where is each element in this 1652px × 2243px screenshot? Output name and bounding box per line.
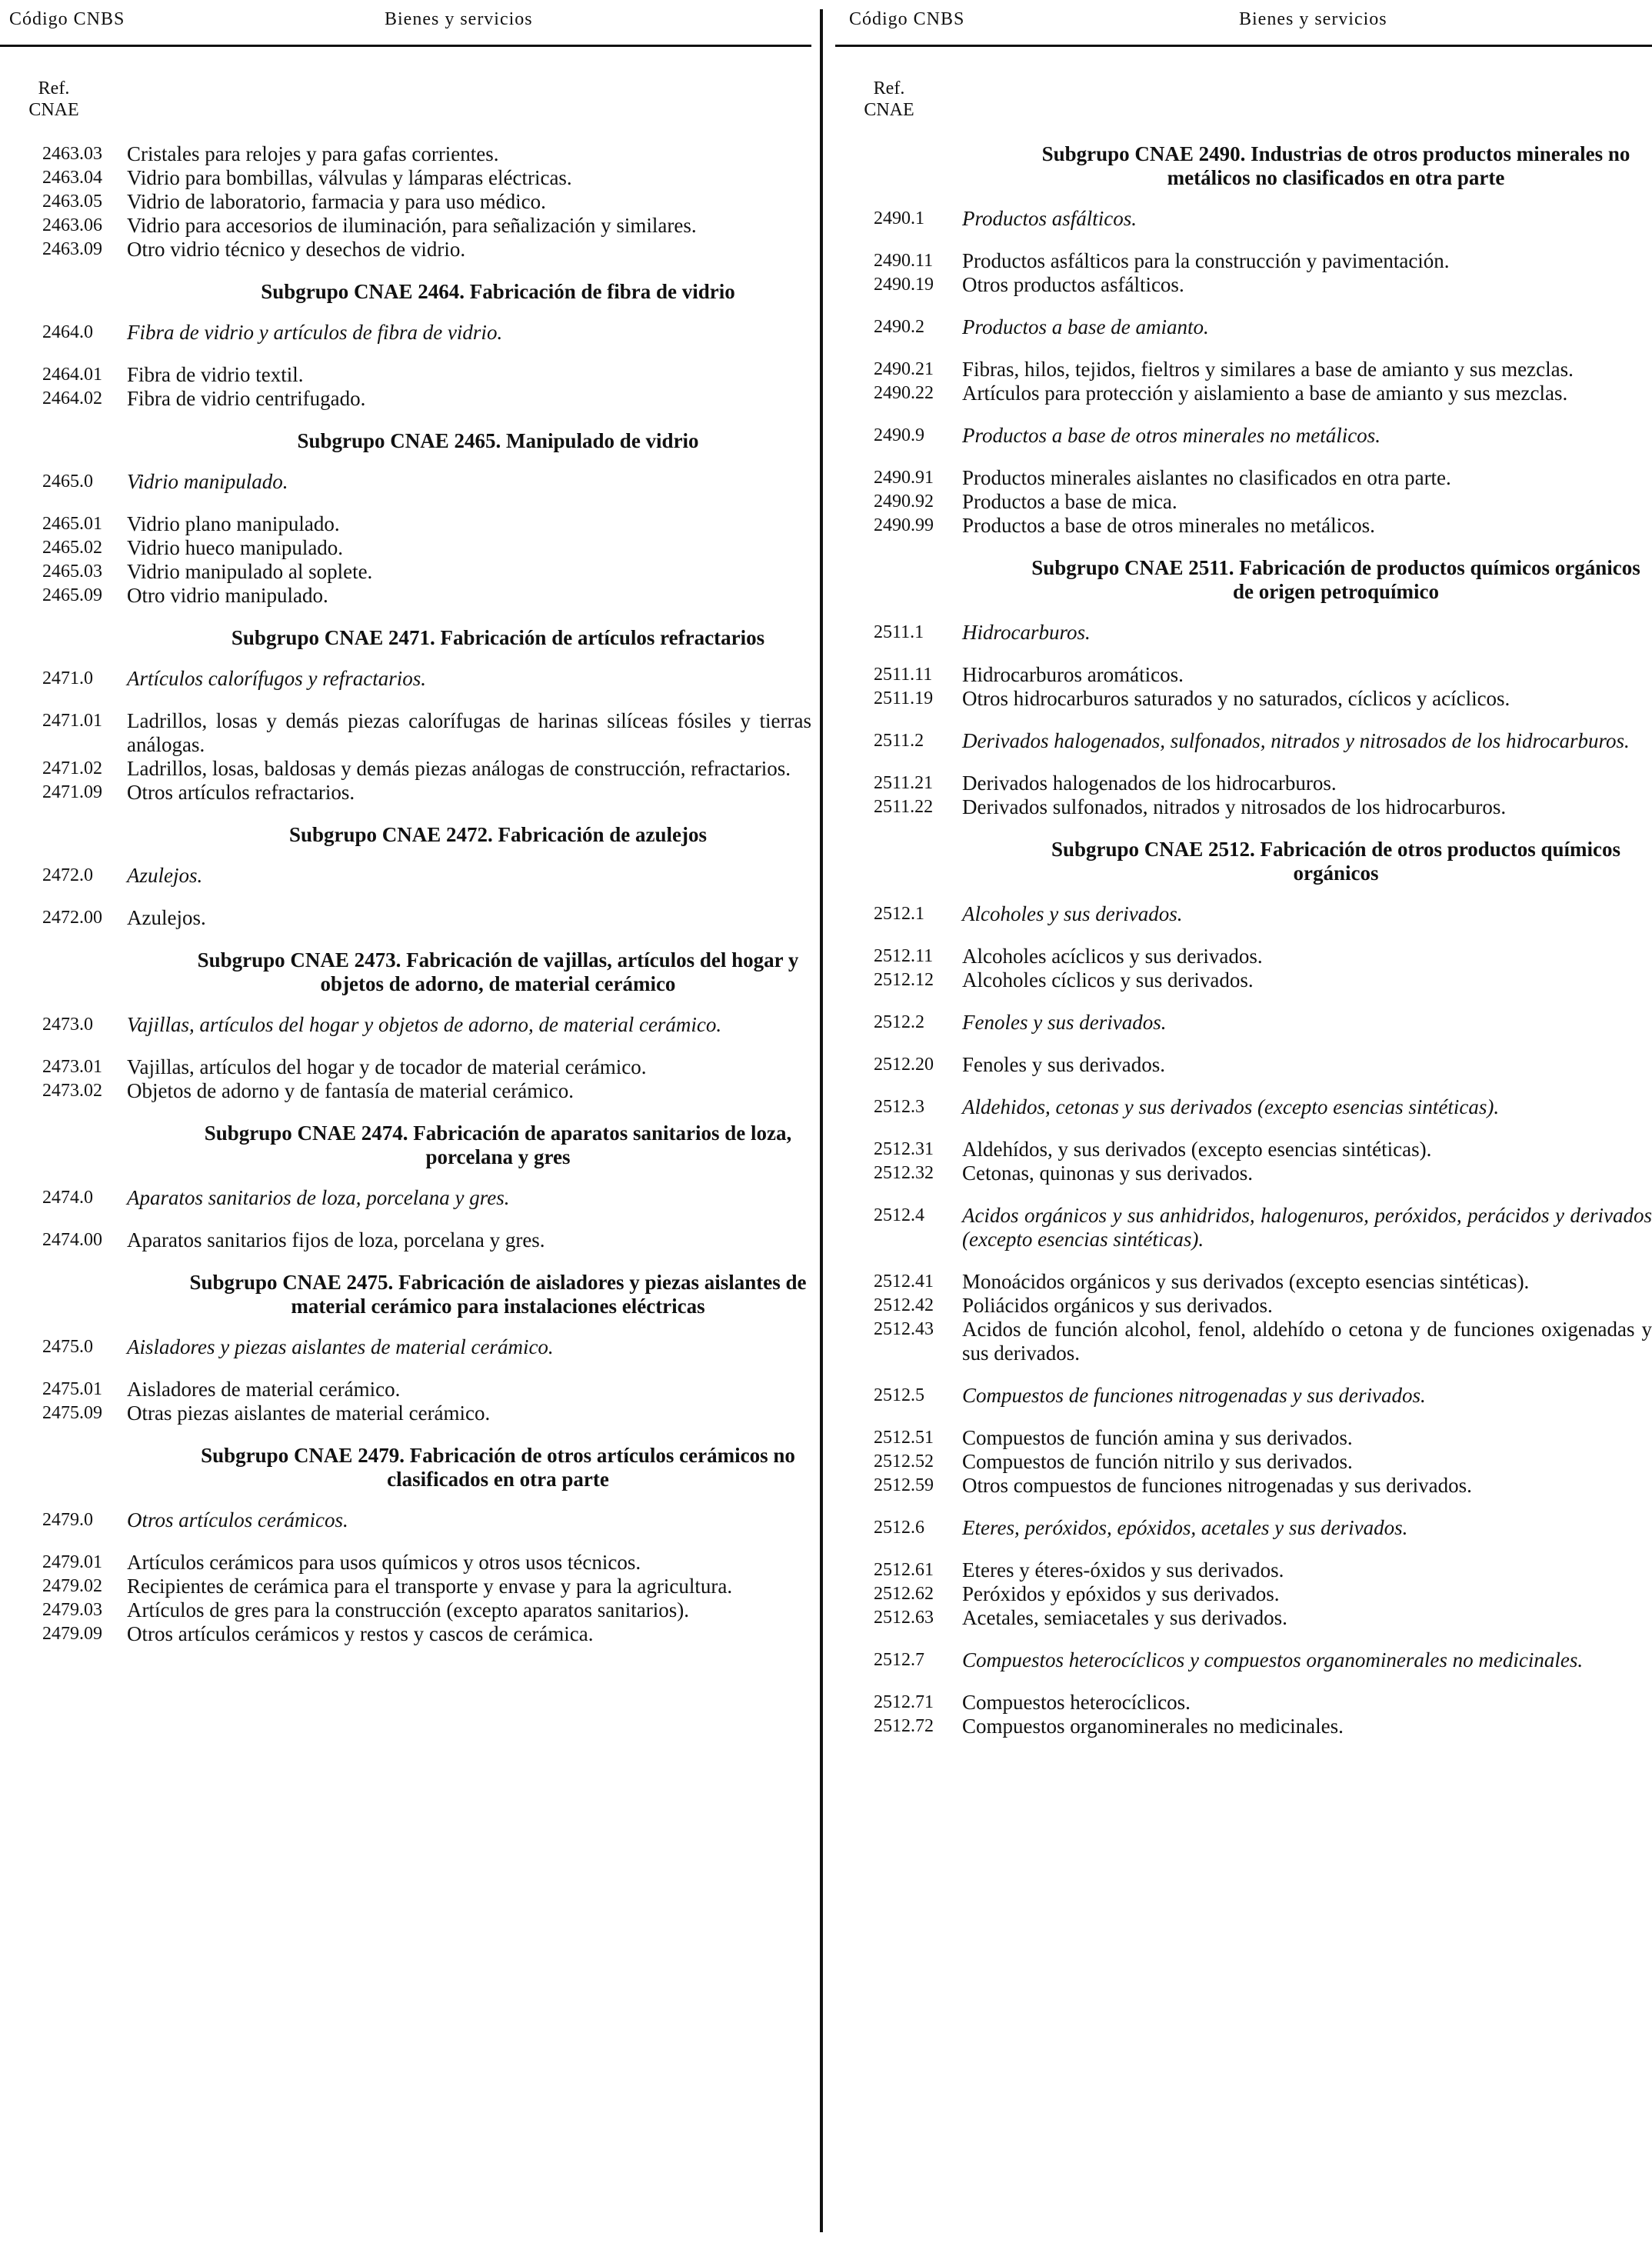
goods-header: Bienes y servicios <box>385 9 533 29</box>
entry-code: 2465.03 <box>42 562 102 582</box>
subgroup-heading: Subgrupo CNAE 2490. Industrias de otros productos minerales no metálicos no clasificados en otra parte <box>1041 142 1630 189</box>
entry-description: Productos a base de amianto. <box>962 315 1209 338</box>
entry-description: Alcoholes acíclicos y sus derivados. <box>962 945 1263 968</box>
item-entry <box>0 560 811 584</box>
entry-code: 2511.19 <box>874 688 934 708</box>
entry-description: Vidrio para bombillas, válvulas y lámparas eléctricas. <box>127 166 572 189</box>
entry-code: 2512.1 <box>874 904 924 924</box>
entry-description: Artículos calorífugos y refractarios. <box>127 667 426 690</box>
entry-description: Productos asfálticos. <box>962 207 1137 230</box>
entry-code: 2464.01 <box>42 365 102 385</box>
item-entry <box>0 1228 811 1252</box>
entry-code: 2475.01 <box>42 1379 102 1399</box>
class-entry <box>0 667 811 691</box>
entry-description: Otros artículos cerámicos. <box>127 1508 348 1531</box>
entry-description: Acidos orgánicos y sus anhidridos, halogenuros, peróxidos, perácidos y derivados (excepto esencias sintéticas). <box>962 1204 1652 1251</box>
item-entry <box>835 968 1652 992</box>
entry-code: 2511.11 <box>874 665 933 685</box>
class-entry <box>0 1186 811 1210</box>
entry-code: 2512.42 <box>874 1295 934 1315</box>
column-divider <box>820 9 823 2232</box>
class-entry <box>835 1384 1652 1408</box>
item-entry <box>0 1551 811 1575</box>
item-entry <box>0 238 811 262</box>
item-entry <box>835 1582 1652 1606</box>
item-entry <box>835 1161 1652 1185</box>
class-entry <box>0 1013 811 1037</box>
entry-description: Acidos de función alcohol, fenol, aldehído o cetona y de funciones oxigenadas y sus derivados. <box>962 1318 1652 1365</box>
entry-description: Otros artículos refractarios. <box>127 781 355 804</box>
entry-code: 2512.31 <box>874 1139 934 1159</box>
class-entry <box>835 1095 1652 1119</box>
class-entry <box>835 621 1652 645</box>
entry-description: Eteres y éteres-óxidos y sus derivados. <box>962 1558 1284 1581</box>
item-entry <box>0 536 811 560</box>
class-entry <box>835 1516 1652 1540</box>
entry-code: 2464.02 <box>42 388 102 408</box>
entry-code: 2471.01 <box>42 711 102 731</box>
entry-code: 2463.05 <box>42 192 102 212</box>
entry-description: Otros hidrocarburos saturados y no saturados, cíclicos y acíclicos. <box>962 687 1510 710</box>
entry-description: Derivados halogenados de los hidrocarburos. <box>962 772 1337 795</box>
entry-code: 2511.1 <box>874 622 924 642</box>
entry-description: Compuestos de función amina y sus derivados. <box>962 1426 1353 1449</box>
entry-description: Fibras, hilos, tejidos, fieltros y similares a base de amianto y sus mezclas. <box>962 358 1574 381</box>
entry-description: Aparatos sanitarios fijos de loza, porcelana y gres. <box>127 1228 545 1251</box>
item-entry <box>835 663 1652 687</box>
class-entry <box>0 1508 811 1532</box>
entry-code: 2512.51 <box>874 1428 934 1448</box>
entry-description: Otro vidrio manipulado. <box>127 584 328 607</box>
entry-code: 2490.21 <box>874 359 934 379</box>
item-entry <box>0 1598 811 1622</box>
entry-description: Derivados sulfonados, nitrados y nitrosados de los hidrocarburos. <box>962 795 1507 818</box>
entry-code: 2475.09 <box>42 1403 102 1423</box>
entry-description: Compuestos de función nitrilo y sus derivados. <box>962 1450 1353 1473</box>
entry-code: 2512.43 <box>874 1319 934 1339</box>
entry-description: Compuestos heterocíclicos y compuestos organominerales no medicinales. <box>962 1648 1584 1671</box>
item-entry <box>835 1294 1652 1318</box>
entry-description: Peróxidos y epóxidos y sus derivados. <box>962 1582 1280 1605</box>
entry-code: 2479.01 <box>42 1552 102 1572</box>
entry-description: Otros productos asfálticos. <box>962 273 1184 296</box>
entry-list <box>0 142 811 1646</box>
entry-code: 2471.0 <box>42 668 93 688</box>
entry-description: Fibra de vidrio textil. <box>127 363 304 386</box>
subgroup-heading: Subgrupo CNAE 2472. Fabricación de azulejos <box>288 823 708 846</box>
entry-description: Compuestos heterocíclicos. <box>962 1691 1191 1714</box>
entry-description: Cristales para relojes y para gafas corrientes. <box>127 142 499 165</box>
code-header: Código CNBS <box>9 9 125 29</box>
entry-code: 2475.0 <box>42 1337 93 1357</box>
entry-description: Fenoles y sus derivados. <box>962 1053 1165 1076</box>
subgroup-heading: Subgrupo CNAE 2479. Fabricación de otros artículos cerámicos no clasificados en otra parte <box>201 1444 795 1491</box>
entry-code: 2465.09 <box>42 585 102 605</box>
entry-code: 2512.72 <box>874 1716 934 1736</box>
entry-description: Hidrocarburos. <box>962 621 1091 644</box>
entry-code: 2474.0 <box>42 1188 93 1208</box>
entry-description: Aldehidos, cetonas y sus derivados (excepto esencias sintéticas). <box>962 1095 1500 1118</box>
entry-description: Artículos para protección y aislamiento a base de amianto y sus mezclas. <box>962 382 1568 405</box>
entry-code: 2511.21 <box>874 773 934 793</box>
entry-code: 2490.9 <box>874 425 924 445</box>
item-entry <box>0 142 811 166</box>
entry-code: 2512.7 <box>874 1650 924 1670</box>
entry-description: Otros compuestos de funciones nitrogenadas y sus derivados. <box>962 1474 1472 1497</box>
entry-description: Ladrillos, losas y demás piezas calorífugas de harinas silíceas fósiles y tierras análogas. <box>127 709 811 756</box>
entry-code: 2490.99 <box>874 515 934 535</box>
entry-description: Productos a base de mica. <box>962 490 1177 513</box>
item-entry <box>835 1138 1652 1161</box>
entry-description: Fibra de vidrio centrifugado. <box>127 387 366 410</box>
item-entry <box>0 584 811 608</box>
entry-description: Vajillas, artículos del hogar y objetos de adorno, de material cerámico. <box>127 1013 722 1036</box>
item-entry <box>0 1622 811 1646</box>
goods-header: Bienes y servicios <box>1239 9 1387 29</box>
entry-code: 2512.32 <box>874 1163 934 1183</box>
entry-code: 2512.11 <box>874 946 934 966</box>
entry-code: 2473.02 <box>42 1081 102 1101</box>
item-entry <box>835 1606 1652 1630</box>
item-entry <box>835 687 1652 711</box>
entry-description: Derivados halogenados, sulfonados, nitrados y nitrosados de los hidrocarburos. <box>962 729 1630 752</box>
item-entry <box>835 1426 1652 1450</box>
entry-description: Ladrillos, losas, baldosas y demás piezas análogas de construcción, refractarios. <box>127 757 791 780</box>
entry-code: 2479.03 <box>42 1600 102 1620</box>
entry-description: Vidrio manipulado. <box>127 470 288 493</box>
entry-code: 2463.04 <box>42 168 102 188</box>
entry-code: 2512.12 <box>874 970 934 990</box>
entry-description: Recipientes de cerámica para el transporte y envase y para la agricultura. <box>127 1575 733 1598</box>
entry-description: Acetales, semiacetales y sus derivados. <box>962 1606 1287 1629</box>
entry-description: Vidrio para accesorios de iluminación, para señalización y similares. <box>127 214 697 237</box>
entry-description: Fibra de vidrio y artículos de fibra de vidrio. <box>127 321 503 344</box>
entry-description: Compuestos organominerales no medicinales. <box>962 1715 1344 1738</box>
entry-code: 2465.02 <box>42 538 102 558</box>
column-header <box>0 0 811 47</box>
item-entry <box>0 781 811 805</box>
item-entry <box>835 1715 1652 1738</box>
entry-code: 2512.59 <box>874 1475 934 1495</box>
item-entry <box>0 1575 811 1598</box>
right-column <box>835 0 1652 1738</box>
item-entry <box>835 358 1652 382</box>
item-entry <box>0 1378 811 1401</box>
entry-description: Eteres, peróxidos, epóxidos, acetales y sus derivados. <box>962 1516 1408 1539</box>
entry-code: 2473.0 <box>42 1015 93 1035</box>
item-entry <box>835 514 1652 538</box>
code-header: Código CNBS <box>849 9 965 29</box>
entry-code: 2512.5 <box>874 1385 924 1405</box>
left-column <box>0 0 811 1646</box>
item-entry <box>835 1270 1652 1294</box>
item-entry <box>0 1055 811 1079</box>
class-entry <box>835 207 1652 231</box>
subgroup-heading: Subgrupo CNAE 2512. Fabricación de otros productos químicos orgánicos <box>1051 838 1621 885</box>
class-entry <box>835 1011 1652 1035</box>
class-entry <box>835 1648 1652 1672</box>
item-entry <box>835 795 1652 819</box>
entry-description: Compuestos de funciones nitrogenadas y sus derivados. <box>962 1384 1426 1407</box>
item-entry <box>0 1401 811 1425</box>
class-entry <box>0 1335 811 1359</box>
item-entry <box>0 512 811 536</box>
class-entry <box>0 864 811 888</box>
entry-code: 2465.01 <box>42 514 102 534</box>
entry-code: 2512.2 <box>874 1012 924 1032</box>
item-entry <box>835 466 1652 490</box>
entry-code: 2512.3 <box>874 1097 924 1117</box>
entry-code: 2472.0 <box>42 865 93 885</box>
entry-description: Otros artículos cerámicos y restos y cascos de cerámica. <box>127 1622 594 1645</box>
subgroup-heading: Subgrupo CNAE 2475. Fabricación de aisladores y piezas aislantes de material cerámico para instalaciones eléctricas <box>189 1271 807 1318</box>
entry-code: 2490.19 <box>874 275 934 295</box>
class-entry <box>835 729 1652 753</box>
subgroup-heading: Subgrupo CNAE 2474. Fabricación de aparatos sanitarios de loza, porcelana y gres <box>204 1122 792 1168</box>
entry-description: Aisladores y piezas aislantes de material cerámico. <box>127 1335 554 1358</box>
item-entry <box>835 1053 1652 1077</box>
entry-code: 2490.92 <box>874 492 934 512</box>
item-entry <box>835 382 1652 405</box>
class-entry <box>835 1204 1652 1251</box>
entry-description: Productos asfálticos para la construcción y pavimentación. <box>962 249 1450 272</box>
entry-code: 2490.2 <box>874 317 924 337</box>
entry-description: Objetos de adorno y de fantasía de material cerámico. <box>127 1079 575 1102</box>
entry-description: Productos a base de otros minerales no metálicos. <box>962 514 1375 537</box>
class-entry <box>835 902 1652 926</box>
entry-code: 2471.09 <box>42 782 102 802</box>
item-entry <box>835 1691 1652 1715</box>
item-entry <box>835 1474 1652 1498</box>
item-entry <box>835 772 1652 795</box>
entry-code: 2479.09 <box>42 1624 102 1644</box>
item-entry <box>0 1079 811 1103</box>
entry-description: Artículos de gres para la construcción (excepto aparatos sanitarios). <box>127 1598 689 1621</box>
entry-code: 2479.0 <box>42 1510 93 1530</box>
entry-description: Azulejos. <box>127 864 203 887</box>
entry-code: 2512.62 <box>874 1584 934 1604</box>
entry-description: Fenoles y sus derivados. <box>962 1011 1167 1034</box>
entry-code: 2471.02 <box>42 758 102 778</box>
entry-code: 2473.01 <box>42 1057 102 1077</box>
subgroup-heading: Subgrupo CNAE 2465. Manipulado de vidrio <box>297 429 699 452</box>
entry-code: 2463.09 <box>42 239 102 259</box>
class-entry <box>835 424 1652 448</box>
entry-description: Otro vidrio técnico y desechos de vidrio. <box>127 238 466 261</box>
subgroup-heading: Subgrupo CNAE 2473. Fabricación de vajillas, artículos del hogar y objetos de adorno, de material cerámico <box>197 948 799 995</box>
entry-code: 2464.0 <box>42 322 93 342</box>
entry-description: Productos minerales aislantes no clasificados en otra parte. <box>962 466 1451 489</box>
entry-description: Aisladores de material cerámico. <box>127 1378 401 1401</box>
entry-code: 2512.4 <box>874 1205 924 1225</box>
item-entry <box>835 1558 1652 1582</box>
item-entry <box>835 490 1652 514</box>
subgroup-heading: Subgrupo CNAE 2471. Fabricación de artículos refractarios <box>231 626 765 649</box>
entry-description: Vidrio hueco manipulado. <box>127 536 344 559</box>
entry-code: 2512.20 <box>874 1055 934 1075</box>
entry-description: Vajillas, artículos del hogar y de tocador de material cerámico. <box>127 1055 647 1078</box>
item-entry <box>835 945 1652 968</box>
class-entry <box>0 321 811 345</box>
entry-code: 2512.6 <box>874 1518 924 1538</box>
entry-code: 2490.91 <box>874 468 934 488</box>
entry-description: Poliácidos orgánicos y sus derivados. <box>962 1294 1273 1317</box>
item-entry <box>0 363 811 387</box>
entry-code: 2490.22 <box>874 383 934 403</box>
entry-code: 2465.0 <box>42 472 93 492</box>
entry-description: Alcoholes y sus derivados. <box>962 902 1183 925</box>
item-entry <box>0 214 811 238</box>
item-entry <box>835 273 1652 297</box>
entry-description: Vidrio de laboratorio, farmacia y para uso médico. <box>127 190 546 213</box>
subgroup-heading: Subgrupo CNAE 2464. Fabricación de fibra de vidrio <box>261 280 735 303</box>
entry-description: Productos a base de otros minerales no metálicos. <box>962 424 1381 447</box>
ref-cnae-label: Ref. CNAE <box>28 78 79 120</box>
entry-description: Aparatos sanitarios de loza, porcelana y gres. <box>127 1186 510 1209</box>
entry-description: Vidrio manipulado al soplete. <box>127 560 373 583</box>
entry-description: Otras piezas aislantes de material cerámico. <box>127 1401 491 1425</box>
entry-code: 2472.00 <box>42 908 102 928</box>
item-entry <box>0 387 811 411</box>
entry-description: Aldehídos, y sus derivados (excepto esencias sintéticas). <box>962 1138 1432 1161</box>
entry-code: 2490.1 <box>874 208 924 228</box>
item-entry <box>0 757 811 781</box>
item-entry <box>0 166 811 190</box>
item-entry <box>0 190 811 214</box>
entry-code: 2512.71 <box>874 1692 934 1712</box>
item-entry <box>0 709 811 757</box>
entry-code: 2474.00 <box>42 1230 102 1250</box>
entry-description: Azulejos. <box>127 906 206 929</box>
entry-description: Artículos cerámicos para usos químicos y otros usos técnicos. <box>127 1551 641 1574</box>
class-entry <box>0 470 811 494</box>
entry-code: 2512.63 <box>874 1608 934 1628</box>
entry-code: 2490.11 <box>874 251 934 271</box>
entry-code: 2463.03 <box>42 144 102 164</box>
item-entry <box>835 1450 1652 1474</box>
entry-code: 2512.41 <box>874 1271 934 1291</box>
entry-description: Monoácidos orgánicos y sus derivados (excepto esencias sintéticas). <box>962 1270 1530 1293</box>
column-header <box>835 0 1652 47</box>
entry-description: Alcoholes cíclicos y sus derivados. <box>962 968 1254 992</box>
class-entry <box>835 315 1652 339</box>
entry-code: 2511.22 <box>874 797 934 817</box>
entry-code: 2512.61 <box>874 1560 934 1580</box>
entry-description: Cetonas, quinonas y sus derivados. <box>962 1161 1253 1185</box>
ref-cnae-label: Ref. CNAE <box>864 78 914 120</box>
entry-code: 2479.02 <box>42 1576 102 1596</box>
entry-description: Vidrio plano manipulado. <box>127 512 340 535</box>
item-entry <box>835 1318 1652 1365</box>
entry-list <box>835 142 1652 1738</box>
item-entry <box>835 249 1652 273</box>
entry-code: 2463.06 <box>42 215 102 235</box>
subgroup-heading: Subgrupo CNAE 2511. Fabricación de productos químicos orgánicos de origen petroquímico <box>1031 556 1640 603</box>
item-entry <box>0 906 811 930</box>
entry-code: 2511.2 <box>874 731 924 751</box>
entry-code: 2512.52 <box>874 1451 934 1471</box>
entry-description: Hidrocarburos aromáticos. <box>962 663 1184 686</box>
